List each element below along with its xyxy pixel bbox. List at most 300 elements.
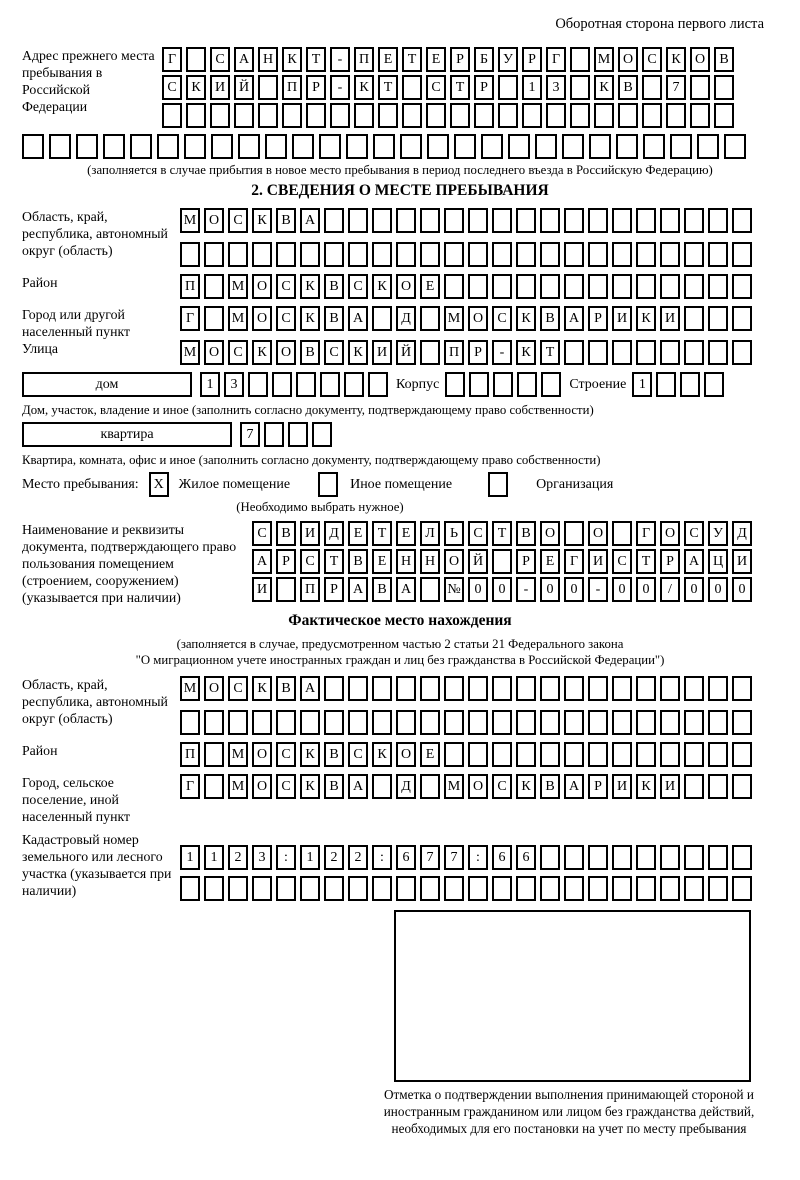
char-cell[interactable]: В — [714, 47, 734, 72]
char-cell[interactable] — [516, 242, 536, 267]
char-cell[interactable] — [306, 103, 326, 128]
char-cell[interactable]: С — [276, 774, 296, 799]
char-cell[interactable] — [426, 103, 446, 128]
char-cell[interactable]: П — [180, 274, 200, 299]
char-cell[interactable] — [684, 208, 704, 233]
char-cell[interactable] — [570, 103, 590, 128]
char-cell[interactable]: К — [252, 208, 272, 233]
char-cell[interactable]: В — [300, 340, 320, 365]
char-cell[interactable] — [481, 134, 503, 159]
char-cell[interactable]: М — [594, 47, 614, 72]
char-cell[interactable] — [210, 103, 230, 128]
char-cell[interactable] — [420, 676, 440, 701]
char-cell[interactable]: В — [324, 742, 344, 767]
char-cell[interactable]: А — [396, 577, 416, 602]
char-cell[interactable]: К — [252, 340, 272, 365]
char-cell[interactable]: 3 — [546, 75, 566, 100]
char-cell[interactable] — [372, 676, 392, 701]
char-cell[interactable] — [708, 242, 728, 267]
char-cell[interactable] — [708, 306, 728, 331]
char-cell[interactable] — [564, 208, 584, 233]
char-cell[interactable] — [612, 274, 632, 299]
char-cell[interactable] — [492, 549, 512, 574]
char-cell[interactable] — [324, 676, 344, 701]
char-cell[interactable] — [516, 742, 536, 767]
char-cell[interactable]: М — [180, 340, 200, 365]
char-cell[interactable] — [588, 208, 608, 233]
char-cell[interactable] — [732, 242, 752, 267]
char-cell[interactable]: С — [276, 742, 296, 767]
char-cell[interactable]: К — [354, 75, 374, 100]
char-cell[interactable]: К — [636, 774, 656, 799]
char-cell[interactable]: А — [348, 774, 368, 799]
char-cell[interactable] — [636, 876, 656, 901]
char-cell[interactable]: М — [228, 774, 248, 799]
char-cell[interactable] — [228, 242, 248, 267]
char-cell[interactable] — [732, 774, 752, 799]
char-cell[interactable] — [588, 274, 608, 299]
char-cell[interactable]: С — [210, 47, 230, 72]
char-cell[interactable] — [324, 876, 344, 901]
char-cell[interactable] — [564, 710, 584, 735]
char-cell[interactable] — [660, 208, 680, 233]
char-cell[interactable]: О — [660, 521, 680, 546]
char-cell[interactable] — [348, 208, 368, 233]
char-cell[interactable] — [252, 242, 272, 267]
char-cell[interactable] — [468, 208, 488, 233]
char-cell[interactable] — [469, 372, 489, 397]
char-cell[interactable] — [420, 208, 440, 233]
char-cell[interactable] — [684, 274, 704, 299]
char-cell[interactable] — [354, 103, 374, 128]
char-cell[interactable] — [211, 134, 233, 159]
char-cell[interactable] — [636, 742, 656, 767]
char-cell[interactable] — [252, 876, 272, 901]
char-cell[interactable] — [540, 676, 560, 701]
char-cell[interactable] — [248, 372, 268, 397]
char-cell[interactable] — [296, 372, 316, 397]
char-cell[interactable] — [319, 134, 341, 159]
char-cell[interactable]: Р — [450, 47, 470, 72]
char-cell[interactable] — [186, 47, 206, 72]
char-cell[interactable] — [204, 710, 224, 735]
char-cell[interactable]: Е — [540, 549, 560, 574]
char-cell[interactable] — [324, 710, 344, 735]
char-cell[interactable] — [450, 103, 470, 128]
char-cell[interactable]: Т — [402, 47, 422, 72]
char-cell[interactable]: В — [276, 208, 296, 233]
char-cell[interactable]: Р — [588, 774, 608, 799]
char-cell[interactable]: Р — [474, 75, 494, 100]
char-cell[interactable] — [344, 372, 364, 397]
char-cell[interactable]: А — [300, 676, 320, 701]
char-cell[interactable] — [588, 876, 608, 901]
char-cell[interactable] — [588, 710, 608, 735]
char-cell[interactable] — [656, 372, 676, 397]
char-cell[interactable]: В — [618, 75, 638, 100]
char-cell[interactable] — [276, 577, 296, 602]
char-cell[interactable] — [588, 242, 608, 267]
char-cell[interactable] — [157, 134, 179, 159]
char-cell[interactable] — [708, 876, 728, 901]
char-cell[interactable] — [732, 742, 752, 767]
char-cell[interactable] — [612, 676, 632, 701]
char-cell[interactable] — [684, 306, 704, 331]
char-cell[interactable] — [493, 372, 513, 397]
char-cell[interactable]: 0 — [492, 577, 512, 602]
char-cell[interactable]: 2 — [324, 845, 344, 870]
char-cell[interactable]: А — [684, 549, 704, 574]
char-cell[interactable]: К — [516, 774, 536, 799]
char-cell[interactable] — [660, 242, 680, 267]
char-cell[interactable] — [228, 710, 248, 735]
char-cell[interactable]: И — [660, 306, 680, 331]
char-cell[interactable] — [660, 676, 680, 701]
char-cell[interactable] — [541, 372, 561, 397]
char-cell[interactable] — [589, 134, 611, 159]
char-cell[interactable]: № — [444, 577, 464, 602]
char-cell[interactable] — [714, 75, 734, 100]
checkbox-org[interactable] — [488, 472, 508, 497]
char-cell[interactable] — [130, 134, 152, 159]
char-cell[interactable]: О — [276, 340, 296, 365]
char-cell[interactable] — [180, 710, 200, 735]
char-cell[interactable]: О — [252, 306, 272, 331]
char-cell[interactable]: Й — [234, 75, 254, 100]
char-cell[interactable] — [276, 242, 296, 267]
char-cell[interactable] — [636, 208, 656, 233]
char-cell[interactable] — [420, 876, 440, 901]
char-cell[interactable]: К — [300, 306, 320, 331]
char-cell[interactable]: С — [300, 549, 320, 574]
char-cell[interactable] — [396, 242, 416, 267]
char-cell[interactable]: В — [540, 306, 560, 331]
char-cell[interactable] — [708, 274, 728, 299]
char-cell[interactable] — [204, 274, 224, 299]
char-cell[interactable]: К — [516, 306, 536, 331]
char-cell[interactable] — [564, 274, 584, 299]
char-cell[interactable] — [492, 676, 512, 701]
char-cell[interactable]: 6 — [492, 845, 512, 870]
char-cell[interactable] — [468, 742, 488, 767]
house-type-box[interactable]: дом — [22, 372, 192, 397]
char-cell[interactable]: К — [348, 340, 368, 365]
char-cell[interactable]: В — [324, 274, 344, 299]
char-cell[interactable] — [312, 422, 332, 447]
char-cell[interactable] — [564, 340, 584, 365]
char-cell[interactable]: А — [564, 774, 584, 799]
char-cell[interactable]: - — [588, 577, 608, 602]
char-cell[interactable] — [535, 134, 557, 159]
char-cell[interactable] — [660, 742, 680, 767]
char-cell[interactable]: : — [276, 845, 296, 870]
char-cell[interactable]: А — [234, 47, 254, 72]
char-cell[interactable] — [612, 876, 632, 901]
char-cell[interactable]: 1 — [300, 845, 320, 870]
char-cell[interactable] — [420, 340, 440, 365]
char-cell[interactable]: - — [516, 577, 536, 602]
char-cell[interactable]: В — [540, 774, 560, 799]
char-cell[interactable] — [444, 710, 464, 735]
char-cell[interactable] — [570, 47, 590, 72]
char-cell[interactable] — [492, 208, 512, 233]
char-cell[interactable]: И — [732, 549, 752, 574]
char-cell[interactable]: 0 — [684, 577, 704, 602]
char-cell[interactable] — [708, 845, 728, 870]
char-cell[interactable] — [330, 103, 350, 128]
char-cell[interactable]: 7 — [420, 845, 440, 870]
char-cell[interactable] — [612, 742, 632, 767]
char-cell[interactable] — [420, 710, 440, 735]
char-cell[interactable]: И — [612, 306, 632, 331]
char-cell[interactable] — [396, 710, 416, 735]
char-cell[interactable] — [732, 845, 752, 870]
char-cell[interactable]: Г — [180, 306, 200, 331]
char-cell[interactable]: П — [444, 340, 464, 365]
char-cell[interactable]: М — [180, 208, 200, 233]
char-cell[interactable]: К — [516, 340, 536, 365]
char-cell[interactable] — [516, 274, 536, 299]
char-cell[interactable]: А — [348, 577, 368, 602]
char-cell[interactable] — [498, 103, 518, 128]
char-cell[interactable]: П — [282, 75, 302, 100]
char-cell[interactable]: И — [252, 577, 272, 602]
char-cell[interactable] — [588, 742, 608, 767]
char-cell[interactable] — [732, 208, 752, 233]
char-cell[interactable] — [642, 75, 662, 100]
char-cell[interactable] — [238, 134, 260, 159]
apartment-type-box[interactable]: квартира — [22, 422, 232, 447]
char-cell[interactable] — [320, 372, 340, 397]
char-cell[interactable]: У — [708, 521, 728, 546]
char-cell[interactable] — [708, 710, 728, 735]
char-cell[interactable]: 0 — [564, 577, 584, 602]
char-cell[interactable]: К — [372, 742, 392, 767]
char-cell[interactable]: 7 — [444, 845, 464, 870]
char-cell[interactable] — [348, 242, 368, 267]
char-cell[interactable] — [546, 103, 566, 128]
char-cell[interactable] — [444, 242, 464, 267]
char-cell[interactable]: 0 — [468, 577, 488, 602]
char-cell[interactable]: М — [180, 676, 200, 701]
char-cell[interactable] — [372, 242, 392, 267]
char-cell[interactable]: О — [204, 676, 224, 701]
char-cell[interactable]: Й — [468, 549, 488, 574]
char-cell[interactable] — [492, 274, 512, 299]
char-cell[interactable]: О — [252, 274, 272, 299]
char-cell[interactable] — [680, 372, 700, 397]
char-cell[interactable] — [372, 208, 392, 233]
char-cell[interactable] — [474, 103, 494, 128]
char-cell[interactable]: С — [228, 676, 248, 701]
char-cell[interactable]: Е — [396, 521, 416, 546]
char-cell[interactable] — [684, 845, 704, 870]
char-cell[interactable]: П — [354, 47, 374, 72]
char-cell[interactable]: В — [516, 521, 536, 546]
char-cell[interactable]: Д — [396, 774, 416, 799]
char-cell[interactable] — [732, 340, 752, 365]
char-cell[interactable] — [468, 676, 488, 701]
char-cell[interactable]: - — [492, 340, 512, 365]
char-cell[interactable]: С — [252, 521, 272, 546]
char-cell[interactable]: 0 — [708, 577, 728, 602]
char-cell[interactable] — [540, 274, 560, 299]
char-cell[interactable] — [492, 742, 512, 767]
char-cell[interactable]: П — [180, 742, 200, 767]
char-cell[interactable] — [660, 876, 680, 901]
char-cell[interactable]: : — [372, 845, 392, 870]
char-cell[interactable] — [324, 242, 344, 267]
char-cell[interactable] — [708, 208, 728, 233]
char-cell[interactable] — [564, 876, 584, 901]
char-cell[interactable] — [400, 134, 422, 159]
char-cell[interactable]: Т — [636, 549, 656, 574]
char-cell[interactable]: Р — [276, 549, 296, 574]
char-cell[interactable] — [564, 845, 584, 870]
char-cell[interactable] — [492, 242, 512, 267]
char-cell[interactable] — [594, 103, 614, 128]
char-cell[interactable]: : — [468, 845, 488, 870]
char-cell[interactable]: И — [588, 549, 608, 574]
char-cell[interactable] — [258, 75, 278, 100]
char-cell[interactable]: 0 — [612, 577, 632, 602]
char-cell[interactable]: Е — [378, 47, 398, 72]
char-cell[interactable] — [516, 876, 536, 901]
char-cell[interactable]: О — [252, 742, 272, 767]
char-cell[interactable] — [508, 134, 530, 159]
char-cell[interactable]: Н — [420, 549, 440, 574]
char-cell[interactable] — [420, 242, 440, 267]
char-cell[interactable] — [378, 103, 398, 128]
char-cell[interactable] — [373, 134, 395, 159]
char-cell[interactable] — [540, 242, 560, 267]
char-cell[interactable]: С — [276, 306, 296, 331]
char-cell[interactable]: О — [204, 208, 224, 233]
char-cell[interactable]: С — [642, 47, 662, 72]
char-cell[interactable] — [396, 876, 416, 901]
char-cell[interactable]: И — [660, 774, 680, 799]
char-cell[interactable] — [612, 208, 632, 233]
char-cell[interactable] — [300, 876, 320, 901]
char-cell[interactable]: Г — [162, 47, 182, 72]
char-cell[interactable]: К — [594, 75, 614, 100]
char-cell[interactable]: Т — [378, 75, 398, 100]
char-cell[interactable] — [444, 274, 464, 299]
checkbox-inoe[interactable] — [318, 472, 338, 497]
char-cell[interactable] — [684, 774, 704, 799]
char-cell[interactable] — [346, 134, 368, 159]
char-cell[interactable] — [588, 676, 608, 701]
char-cell[interactable] — [300, 710, 320, 735]
char-cell[interactable]: 1 — [180, 845, 200, 870]
char-cell[interactable]: 2 — [348, 845, 368, 870]
char-cell[interactable] — [420, 577, 440, 602]
char-cell[interactable] — [690, 75, 710, 100]
char-cell[interactable] — [564, 521, 584, 546]
char-cell[interactable] — [732, 274, 752, 299]
char-cell[interactable] — [186, 103, 206, 128]
char-cell[interactable] — [468, 242, 488, 267]
char-cell[interactable] — [444, 742, 464, 767]
char-cell[interactable]: А — [564, 306, 584, 331]
char-cell[interactable] — [368, 372, 388, 397]
char-cell[interactable] — [588, 340, 608, 365]
char-cell[interactable] — [684, 742, 704, 767]
char-cell[interactable]: С — [276, 274, 296, 299]
char-cell[interactable]: 1 — [632, 372, 652, 397]
char-cell[interactable]: А — [348, 306, 368, 331]
char-cell[interactable] — [642, 103, 662, 128]
char-cell[interactable] — [468, 274, 488, 299]
char-cell[interactable] — [732, 676, 752, 701]
char-cell[interactable] — [636, 340, 656, 365]
char-cell[interactable] — [264, 422, 284, 447]
char-cell[interactable] — [444, 208, 464, 233]
char-cell[interactable]: Й — [396, 340, 416, 365]
char-cell[interactable] — [468, 876, 488, 901]
char-cell[interactable]: К — [300, 774, 320, 799]
char-cell[interactable] — [616, 134, 638, 159]
char-cell[interactable] — [252, 710, 272, 735]
char-cell[interactable]: К — [372, 274, 392, 299]
char-cell[interactable]: Ь — [444, 521, 464, 546]
char-cell[interactable]: В — [348, 549, 368, 574]
char-cell[interactable] — [540, 208, 560, 233]
char-cell[interactable]: Д — [324, 521, 344, 546]
char-cell[interactable]: С — [228, 340, 248, 365]
char-cell[interactable]: О — [618, 47, 638, 72]
char-cell[interactable]: Т — [540, 340, 560, 365]
char-cell[interactable]: 6 — [516, 845, 536, 870]
char-cell[interactable]: С — [612, 549, 632, 574]
char-cell[interactable]: В — [324, 774, 344, 799]
char-cell[interactable] — [660, 710, 680, 735]
char-cell[interactable]: С — [492, 306, 512, 331]
char-cell[interactable] — [660, 340, 680, 365]
char-cell[interactable] — [348, 710, 368, 735]
char-cell[interactable] — [708, 774, 728, 799]
char-cell[interactable]: В — [372, 577, 392, 602]
char-cell[interactable] — [704, 372, 724, 397]
char-cell[interactable]: Е — [372, 549, 392, 574]
char-cell[interactable]: С — [348, 742, 368, 767]
char-cell[interactable] — [184, 134, 206, 159]
char-cell[interactable] — [670, 134, 692, 159]
char-cell[interactable]: 3 — [224, 372, 244, 397]
char-cell[interactable]: У — [498, 47, 518, 72]
char-cell[interactable] — [562, 134, 584, 159]
char-cell[interactable]: - — [330, 75, 350, 100]
char-cell[interactable] — [180, 242, 200, 267]
char-cell[interactable] — [636, 274, 656, 299]
char-cell[interactable] — [372, 306, 392, 331]
checkbox-zhiloe[interactable]: X — [149, 472, 169, 497]
char-cell[interactable]: К — [300, 742, 320, 767]
char-cell[interactable]: С — [348, 274, 368, 299]
char-cell[interactable] — [420, 306, 440, 331]
char-cell[interactable] — [180, 876, 200, 901]
char-cell[interactable] — [636, 676, 656, 701]
char-cell[interactable]: П — [300, 577, 320, 602]
char-cell[interactable] — [570, 75, 590, 100]
char-cell[interactable]: 1 — [522, 75, 542, 100]
char-cell[interactable] — [714, 103, 734, 128]
char-cell[interactable] — [684, 340, 704, 365]
char-cell[interactable]: О — [444, 549, 464, 574]
char-cell[interactable]: Т — [306, 47, 326, 72]
char-cell[interactable] — [396, 676, 416, 701]
char-cell[interactable]: М — [444, 306, 464, 331]
